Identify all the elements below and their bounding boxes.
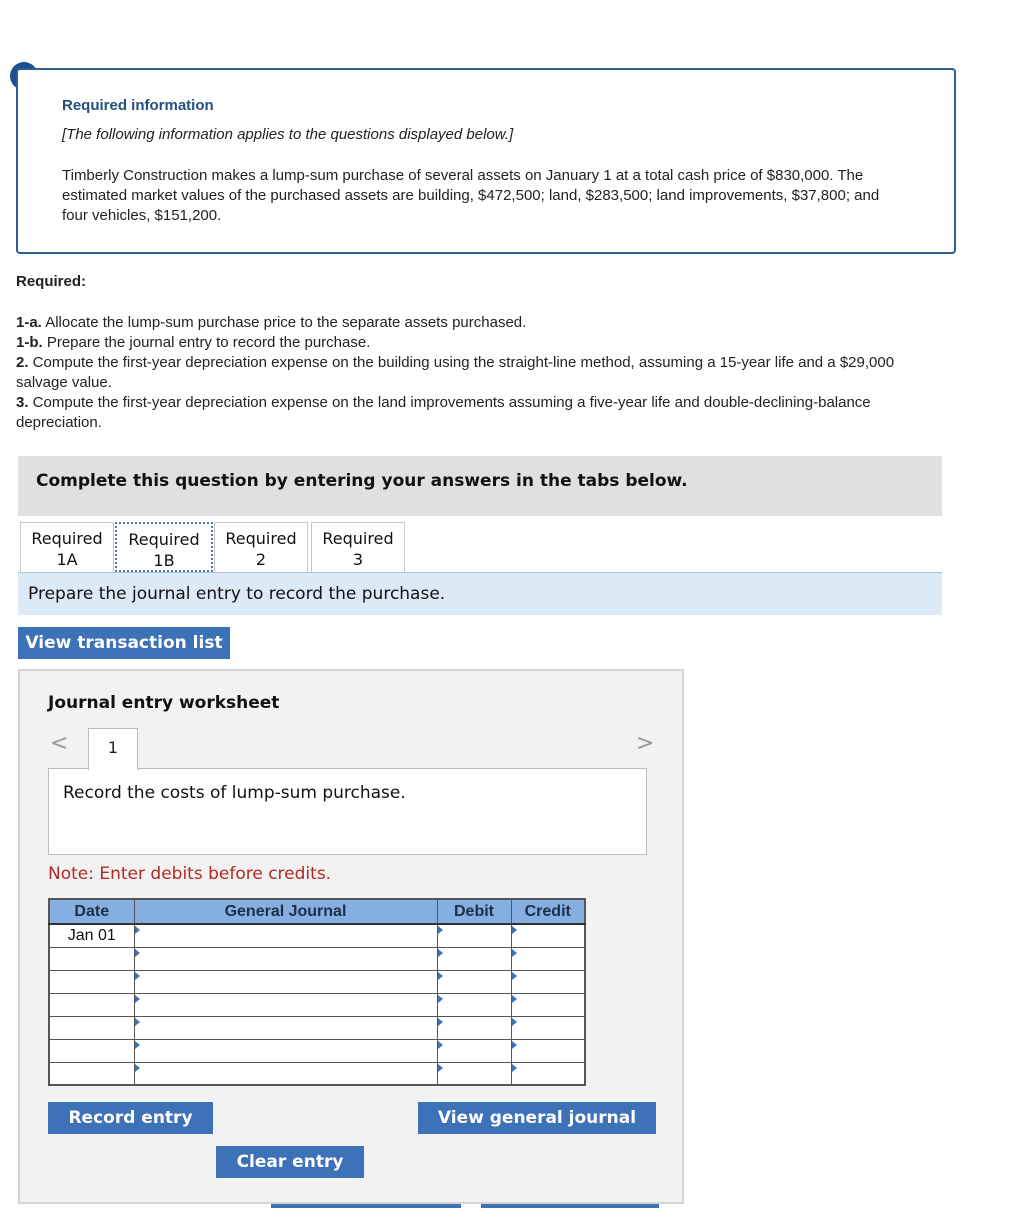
tab-required-2[interactable] [214, 522, 308, 572]
dropdown-arrow-icon [512, 1064, 517, 1072]
account-cell[interactable] [134, 1039, 437, 1062]
tab-sublabel: 2 [255, 550, 267, 569]
clear-entry-button[interactable]: Clear entry [216, 1146, 364, 1178]
date-cell[interactable] [49, 970, 134, 993]
required-item-text: Compute the first-year depreciation expense on the building using the straight-line method, assuming a 15-year life and a $29,000 salvage value. [16, 354, 895, 391]
instruction-text: Prepare the journal entry to record the purchase. [28, 584, 446, 604]
tab-sublabel: 1A [56, 550, 78, 569]
debit-cell[interactable] [437, 1016, 511, 1039]
date-cell[interactable] [49, 1039, 134, 1062]
account-cell[interactable] [134, 1016, 437, 1039]
credit-cell[interactable] [511, 924, 585, 947]
tab-label: Required [225, 529, 297, 548]
info-subtitle: [The following information applies to the questions displayed below.] [62, 126, 514, 143]
dropdown-arrow-icon [512, 972, 517, 980]
entry-description-box [48, 768, 647, 855]
required-item-text: Allocate the lump-sum purchase price to the separate assets purchased. [41, 314, 527, 331]
complete-question-banner [18, 456, 942, 516]
required-item-label: 1-b. [16, 334, 43, 351]
prev-chevron-icon[interactable]: < [50, 731, 69, 756]
credit-cell[interactable] [511, 1016, 585, 1039]
info-title: Required information [62, 97, 214, 114]
required-heading: Required: [16, 273, 87, 290]
debit-cell[interactable] [437, 924, 511, 947]
entry-description: Record the costs of lump-sum purchase. [63, 783, 406, 803]
debits-credits-note: Note: Enter debits before credits. [48, 864, 332, 884]
next-chevron-icon[interactable]: > [636, 731, 655, 756]
dropdown-arrow-icon [438, 1041, 443, 1049]
date-cell[interactable] [49, 1062, 134, 1085]
account-cell[interactable] [134, 1062, 437, 1085]
tab-sublabel: 1B [153, 551, 175, 570]
hidden-button-edge [481, 1204, 659, 1208]
tab-required-1a[interactable] [20, 522, 114, 572]
dropdown-arrow-icon [512, 1018, 517, 1026]
debit-column-header: Debit [437, 899, 511, 924]
tab-label: Required [128, 530, 200, 549]
table-row [49, 1062, 585, 1085]
dropdown-arrow-icon [438, 949, 443, 957]
required-item-label: 1-a. [16, 314, 42, 331]
tab-label: Required [31, 529, 103, 548]
journal-entry-worksheet [18, 669, 684, 1204]
worksheet-page-tab[interactable]: 1 [88, 728, 138, 770]
tab-required-3[interactable] [311, 522, 405, 572]
credit-column-header: Credit [511, 899, 585, 924]
info-body: Timberly Construction makes a lump-sum purchase of several assets on January 1 at a total cash price of $830,000. The estimated market values of the purchased assets are building, $472,500; land, $283,500; land improvements, $37,800; and four vehicles, $151,200. [62, 167, 880, 224]
dropdown-arrow-icon [135, 972, 140, 980]
required-information-box [16, 68, 956, 254]
required-item-1a [16, 313, 946, 333]
dropdown-arrow-icon [135, 1041, 140, 1049]
dropdown-arrow-icon [135, 995, 140, 1003]
table-row [49, 1016, 585, 1039]
account-cell[interactable] [134, 924, 437, 947]
dropdown-arrow-icon [135, 949, 140, 957]
date-cell[interactable] [49, 993, 134, 1016]
account-cell[interactable] [134, 947, 437, 970]
view-transaction-list-button[interactable]: View transaction list [18, 627, 230, 659]
dropdown-arrow-icon [438, 1018, 443, 1026]
credit-cell[interactable] [511, 993, 585, 1016]
required-list [16, 313, 946, 433]
credit-cell[interactable] [511, 970, 585, 993]
dropdown-arrow-icon [438, 1064, 443, 1072]
worksheet-title: Journal entry worksheet [48, 693, 280, 713]
journal-header-row [49, 899, 585, 924]
debit-cell[interactable] [437, 993, 511, 1016]
record-entry-button[interactable]: Record entry [48, 1102, 213, 1134]
required-item-text: Compute the first-year depreciation expense on the land improvements assuming a five-year life and double-declining-balance depreciation. [16, 394, 871, 431]
dropdown-arrow-icon [512, 949, 517, 957]
dropdown-arrow-icon [512, 926, 517, 934]
date-cell[interactable]: Jan 01 [49, 924, 134, 947]
table-row [49, 1039, 585, 1062]
dropdown-arrow-icon [438, 995, 443, 1003]
general-journal-column-header: General Journal [134, 899, 437, 924]
credit-cell[interactable] [511, 947, 585, 970]
debit-cell[interactable] [437, 970, 511, 993]
view-general-journal-button[interactable]: View general journal [418, 1102, 656, 1134]
table-row [49, 993, 585, 1016]
credit-cell[interactable] [511, 1039, 585, 1062]
dropdown-arrow-icon [135, 926, 140, 934]
required-item-2 [16, 353, 946, 393]
required-item-3 [16, 393, 946, 433]
required-item-text: Prepare the journal entry to record the purchase. [42, 334, 371, 351]
dropdown-arrow-icon [135, 1064, 140, 1072]
instruction-bar [18, 573, 942, 615]
table-row [49, 970, 585, 993]
dropdown-arrow-icon [438, 972, 443, 980]
credit-cell[interactable] [511, 1062, 585, 1085]
required-item-1b [16, 333, 946, 353]
required-item-label: 3. [16, 394, 29, 411]
journal-table [48, 898, 586, 1086]
date-cell[interactable] [49, 1016, 134, 1039]
dropdown-arrow-icon [438, 926, 443, 934]
account-cell[interactable] [134, 970, 437, 993]
dropdown-arrow-icon [512, 995, 517, 1003]
debit-cell[interactable] [437, 1062, 511, 1085]
table-row [49, 924, 585, 947]
hidden-button-edge [271, 1204, 461, 1208]
dropdown-arrow-icon [512, 1041, 517, 1049]
complete-question-text: Complete this question by entering your answers in the tabs below. [36, 471, 688, 491]
date-cell[interactable] [49, 947, 134, 970]
dropdown-arrow-icon [135, 1018, 140, 1026]
date-column-header: Date [49, 899, 134, 924]
account-cell[interactable] [134, 993, 437, 1016]
table-row [49, 947, 585, 970]
required-item-label: 2. [16, 354, 29, 371]
debit-cell[interactable] [437, 1039, 511, 1062]
tab-sublabel: 3 [352, 550, 364, 569]
debit-cell[interactable] [437, 947, 511, 970]
tab-label: Required [322, 529, 394, 548]
tab-required-1b[interactable] [115, 522, 213, 572]
